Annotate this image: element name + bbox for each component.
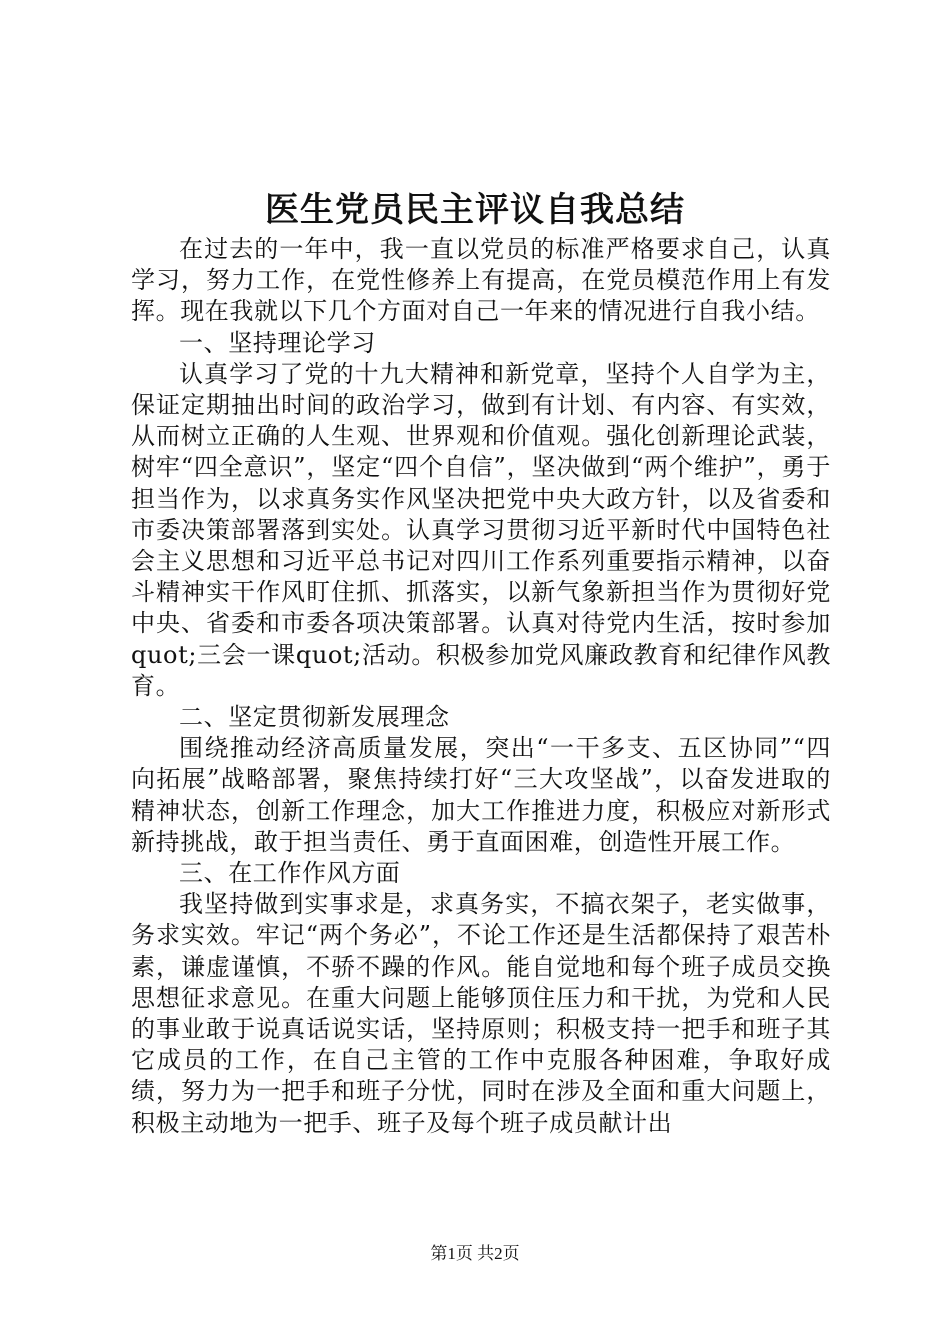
section-heading-development-concept: 二、坚定贯彻新发展理念	[179, 703, 450, 732]
work-style-paragraph: 我坚持做到实事求是，求真务实，不搞衣架子，老实做事，务求实效。牢记“两个务必”，不论工作还是生活都保持了艰苦朴素，谦虚谨慎，不骄不躁的作风。能自觉地和每个班子成员交换思想征求意见。在重大问题上能够顶住压力和干扰，为党和人民的事业敢于说真话说实话，坚持原则；积极支持一把手和班子其它成员的工作，在自己主管的工作中克服各种困难，争取好成绩，努力为一把手和班子分忧，同时在涉及全面和重大问题上，积极主动地为一把手、班子及每个班子成员献计出	[131, 890, 831, 1137]
intro-paragraph: 在过去的一年中，我一直以党员的标准严格要求自己，认真学习，努力工作，在党性修养上有提高，在党员模范作用上有发挥。现在我就以下几个方面对自己一年来的情况进行自我小结。	[131, 235, 831, 326]
page-footer: 第1页 共2页	[430, 1244, 520, 1263]
development-concept-paragraph: 围绕推动经济高质量发展，突出“一干多支、五区协同”“四向拓展”战略部署，聚焦持续打好“三大攻坚战”，以奋发进取的精神状态，创新工作理念，加大工作推进力度，积极应对新形式新持挑战，敢于担当责任、勇于直面困难，创造性开展工作。	[131, 734, 831, 856]
page-title: 医生党员民主评议自我总结	[265, 190, 685, 230]
theory-study-paragraph: 认真学习了党的十九大精神和新党章，坚持个人自学为主，保证定期抽出时间的政治学习，做到有计划、有内容、有实效，从而树立正确的人生观、世界观和价值观。强化创新理论武装，树牢“四全意识”，坚定“四个自信”，坚决做到“两个维护”，勇于担当作为，以求真务实作风坚决把党中央大政方针，以及省委和市委决策部署落到实处。认真学习贯彻习近平新时代中国特色社会主义思想和习近平总书记对四川工作系列重要指示精神，以奋斗精神实干作风盯住抓、抓落实，以新气象新担当作为贯彻好党中央、省委和市委各项决策部署。认真对待党内生活，按时参加quot;三会一课quot;活动。积极参加党风廉政教育和纪律作风教育。	[131, 359, 831, 700]
section-heading-theory-study: 一、坚持理论学习	[179, 328, 376, 357]
document-body	[131, 234, 831, 1139]
section-heading-work-style: 三、在工作作风方面	[179, 859, 401, 888]
